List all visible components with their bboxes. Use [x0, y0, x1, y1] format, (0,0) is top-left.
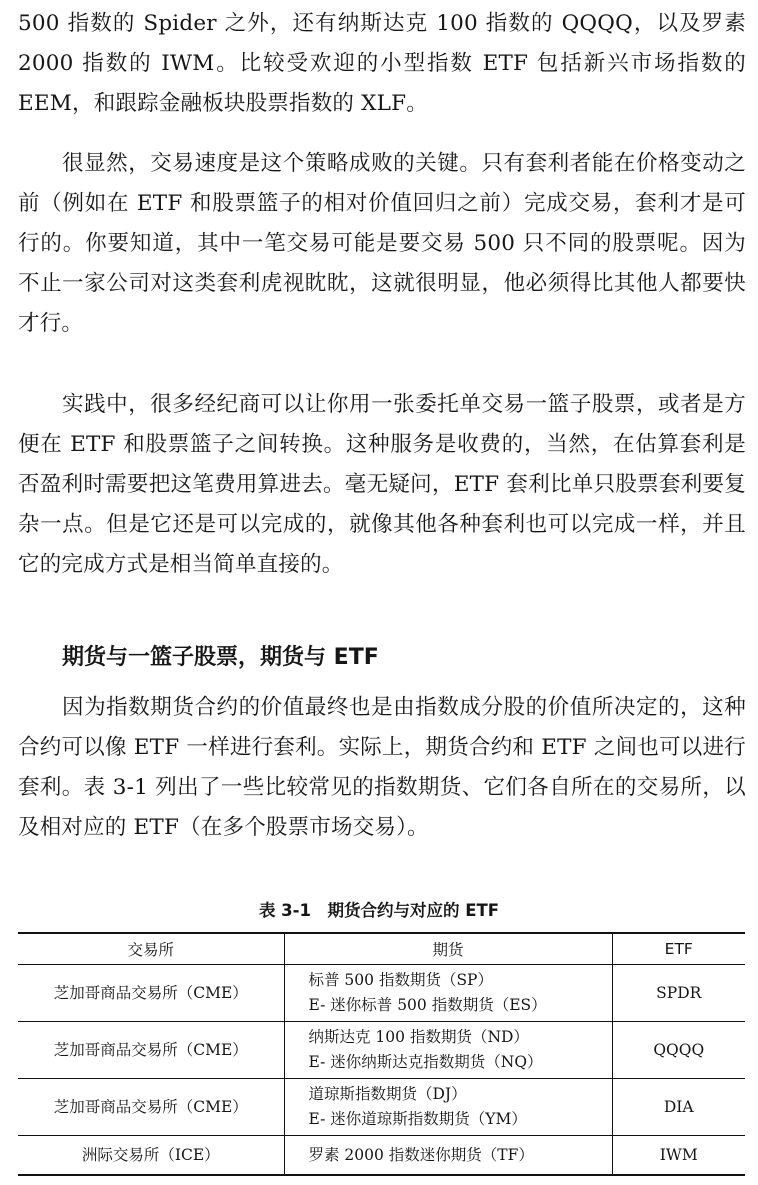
- table-header-row: [18, 933, 745, 965]
- futures-etf-table: [18, 932, 745, 1176]
- header-exchange: 交易所: [18, 933, 284, 965]
- header-etf: ETF: [612, 933, 745, 965]
- cell-etf: DIA: [612, 1079, 745, 1136]
- paragraph-etf-examples: 500 指数的 Spider 之外，还有纳斯达克 100 指数的 QQQQ，以及罗素 2000 指数的 IWM。比较受欢迎的小型指数 ETF 包括新兴市场指数的 EEM，和跟踪金融板块股票指数的 XLF。: [18, 11, 746, 116]
- paragraph-futures: 因为指数期货合约的价值最终也是由指数成分股的价值所决定的，这种合约可以像 ETF 一样进行套利。实际上，期货合约和 ETF 之间也可以进行套利。表 3-1 列出了一些比较常见的指数期货、它们各自所在的交易所，以及相对应的 ETF（在多个股票市场交易）。: [18, 695, 746, 840]
- cell-futures: [284, 1136, 612, 1176]
- cell-futures: [284, 1079, 612, 1136]
- table-row: [18, 1136, 745, 1176]
- cell-exchange: 芝加哥商品交易所（CME）: [18, 1079, 284, 1136]
- table-row: [18, 1022, 745, 1079]
- section-heading: 期货与一篮子股票，期货与 ETF: [62, 645, 379, 670]
- cell-exchange: 芝加哥商品交易所（CME）: [18, 965, 284, 1022]
- futures-line: E- 迷你标普 500 指数期货（ES）: [308, 996, 547, 1014]
- header-futures: 期货: [284, 933, 612, 965]
- cell-futures: [284, 965, 612, 1022]
- futures-line: 纳斯达克 100 指数期货（ND）: [308, 1028, 529, 1046]
- table-row: [18, 965, 745, 1022]
- cell-etf: IWM: [612, 1136, 745, 1176]
- table-row: [18, 1079, 745, 1136]
- futures-line: 道琼斯指数期货（DJ）: [308, 1085, 467, 1103]
- futures-line: 标普 500 指数期货（SP）: [308, 971, 493, 989]
- cell-exchange: 洲际交易所（ICE）: [18, 1136, 284, 1176]
- cell-etf: QQQQ: [612, 1022, 745, 1079]
- futures-line: E- 迷你纳斯达克指数期货（NQ）: [308, 1053, 543, 1071]
- paragraph-practice: 实践中，很多经纪商可以让你用一张委托单交易一篮子股票，或者是方便在 ETF 和股票篮子之间转换。这种服务是收费的，当然，在估算套利是否盈利时需要把这笔费用算进去。毫无疑问，ETF 套利比单只股票套利要复杂一点。但是它还是可以完成的，就像其他各种套利也可以完成一样，并且它的完成方式是相当简单直接的。: [18, 392, 746, 577]
- futures-line: E- 迷你道琼斯指数期货（YM）: [308, 1110, 527, 1128]
- cell-exchange: 芝加哥商品交易所（CME）: [18, 1022, 284, 1079]
- futures-line: 罗素 2000 指数迷你期货（TF）: [308, 1145, 534, 1164]
- cell-futures: [284, 1022, 612, 1079]
- paragraph-speed: 很显然，交易速度是这个策略成败的关键。只有套利者能在价格变动之前（例如在 ETF 和股票篮子的相对价值回归之前）完成交易，套利才是可行的。你要知道，其中一笔交易可能是要交易 500 只不同的股票呢。因为不止一家公司对这类套利虎视眈眈，这就很明显，他必须得比其他人都要快才行。: [18, 151, 746, 336]
- table-caption: 表 3-1 期货合约与对应的 ETF: [258, 901, 500, 920]
- cell-etf: SPDR: [612, 965, 745, 1022]
